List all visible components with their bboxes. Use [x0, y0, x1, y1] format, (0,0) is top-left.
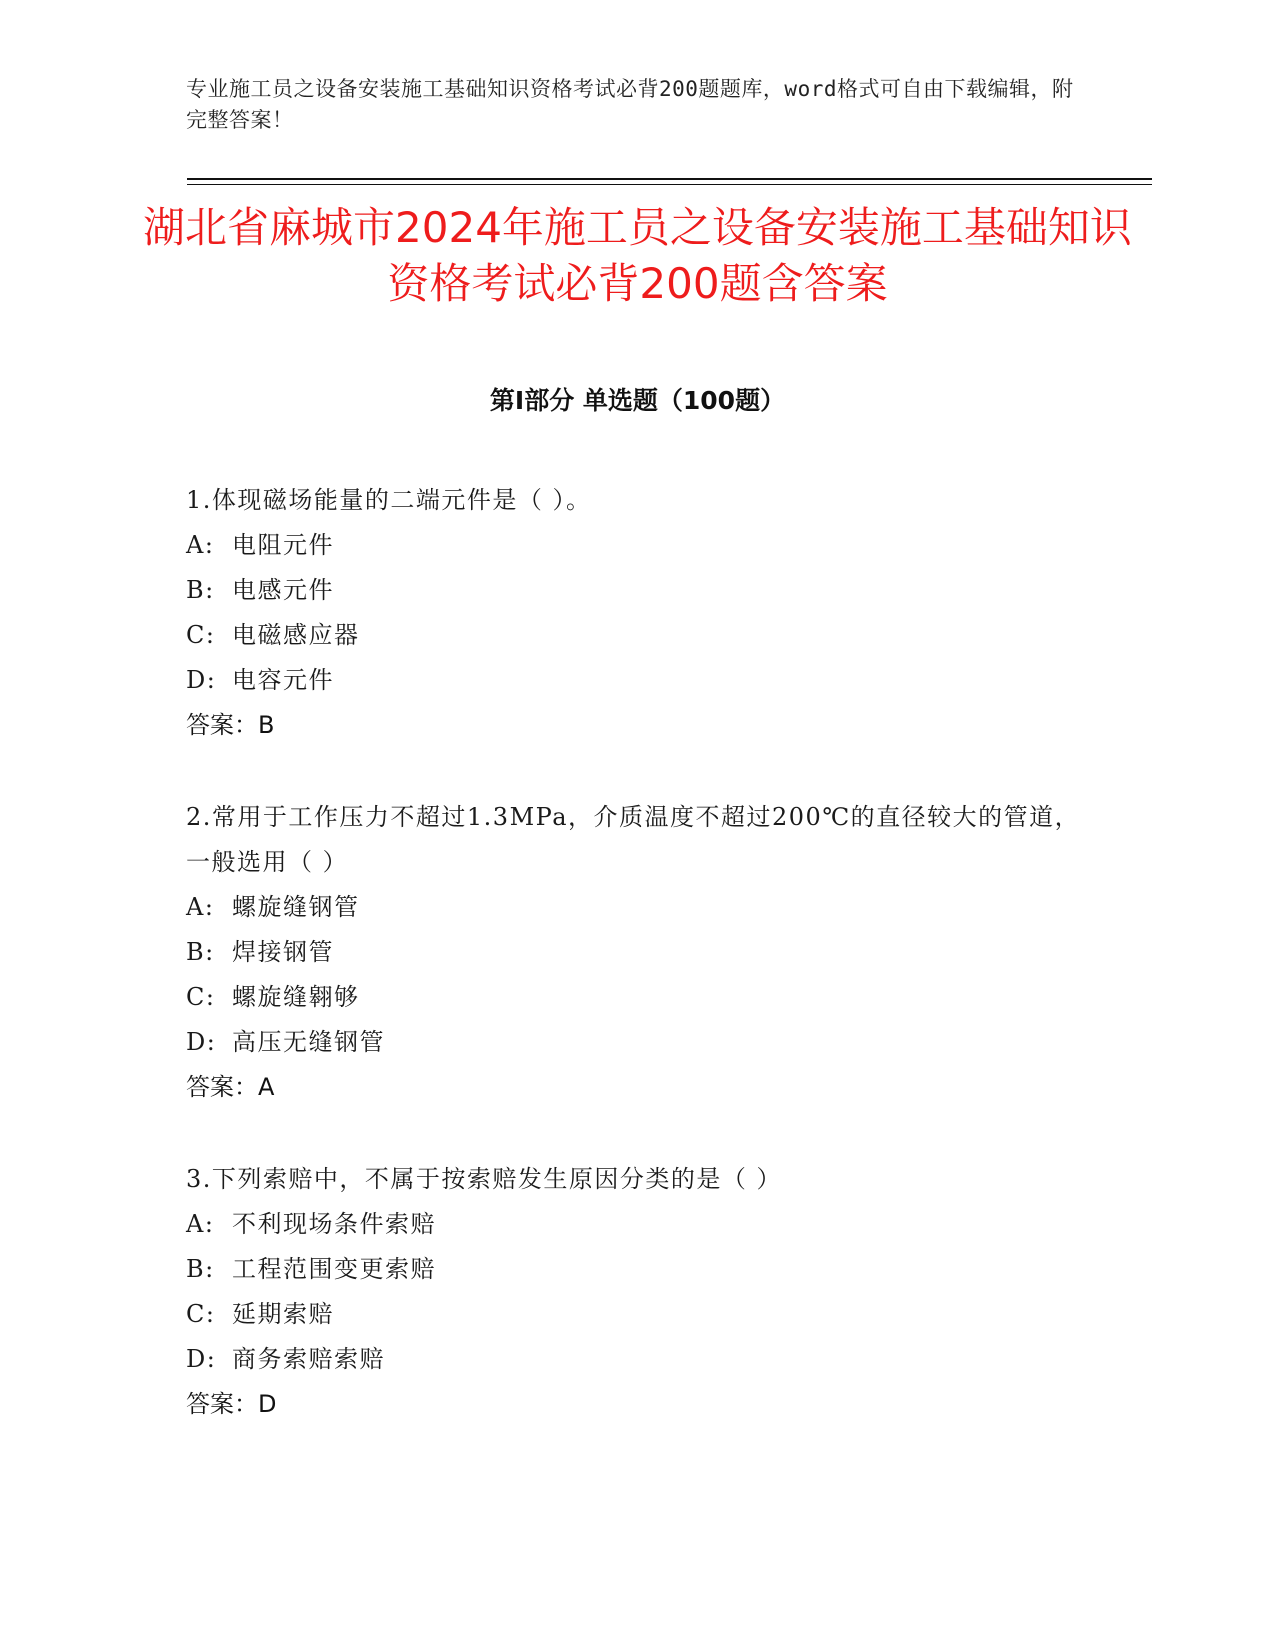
header-divider-thick — [187, 178, 1152, 180]
header-divider-thin — [187, 184, 1152, 185]
option-c — [186, 975, 1086, 1020]
option-key: B: — [186, 576, 215, 604]
option-d — [186, 1020, 1086, 1065]
option-key: C: — [186, 983, 216, 1011]
option-b — [186, 1247, 1086, 1292]
option-d — [186, 658, 1086, 703]
option-text: 不利现场条件索赔 — [232, 1210, 436, 1238]
option-text: 延期索赔 — [232, 1300, 334, 1328]
header-note: 专业施工员之设备安装施工基础知识资格考试必背200题题库，word格式可自由下载编辑，附完整答案！ — [186, 77, 1074, 132]
answer: 答案：D — [186, 1390, 277, 1418]
question-text: 3.下列索赔中，不属于按索赔发生原因分类的是（ ） — [186, 1165, 783, 1193]
question-1 — [186, 478, 1086, 748]
document-title: 湖北省麻城市2024年施工员之设备安装施工基础知识资格考试必背200题含答案 — [143, 203, 1132, 308]
option-a — [186, 885, 1086, 930]
option-key: A: — [186, 531, 215, 559]
option-key: A: — [186, 893, 215, 921]
section-title: 第I部分 单选题（100题） — [489, 386, 786, 415]
question-3 — [186, 1157, 1086, 1427]
question-list — [186, 478, 1086, 1474]
option-text: 焊接钢管 — [232, 938, 334, 966]
option-d — [186, 1337, 1086, 1382]
answer: 答案：B — [186, 711, 275, 739]
option-key: D: — [186, 1345, 217, 1373]
answer: 答案：A — [186, 1073, 275, 1101]
option-key: C: — [186, 1300, 216, 1328]
option-a — [186, 1202, 1086, 1247]
option-text: 商务索赔索赔 — [232, 1345, 385, 1373]
option-key: D: — [186, 666, 217, 694]
option-c — [186, 1292, 1086, 1337]
option-text: 螺旋缝翱够 — [232, 983, 360, 1011]
option-text: 电阻元件 — [232, 531, 334, 559]
option-a — [186, 523, 1086, 568]
option-key: C: — [186, 621, 216, 649]
option-text: 高压无缝钢管 — [232, 1028, 385, 1056]
question-2 — [186, 795, 1086, 1110]
option-text: 螺旋缝钢管 — [232, 893, 360, 921]
option-text: 工程范围变更索赔 — [232, 1255, 436, 1283]
option-c — [186, 613, 1086, 658]
option-text: 电磁感应器 — [232, 621, 360, 649]
option-key: B: — [186, 938, 215, 966]
option-key: B: — [186, 1255, 215, 1283]
option-text: 电感元件 — [232, 576, 334, 604]
question-text: 2.常用于工作压力不超过1.3MPa，介质温度不超过200℃的直径较大的管道，一般选用（ ） — [186, 803, 1081, 876]
question-text: 1.体现磁场能量的二端元件是（ ）。 — [186, 486, 592, 514]
option-b — [186, 930, 1086, 975]
option-b — [186, 568, 1086, 613]
option-text: 电容元件 — [232, 666, 334, 694]
option-key: D: — [186, 1028, 217, 1056]
option-key: A: — [186, 1210, 215, 1238]
